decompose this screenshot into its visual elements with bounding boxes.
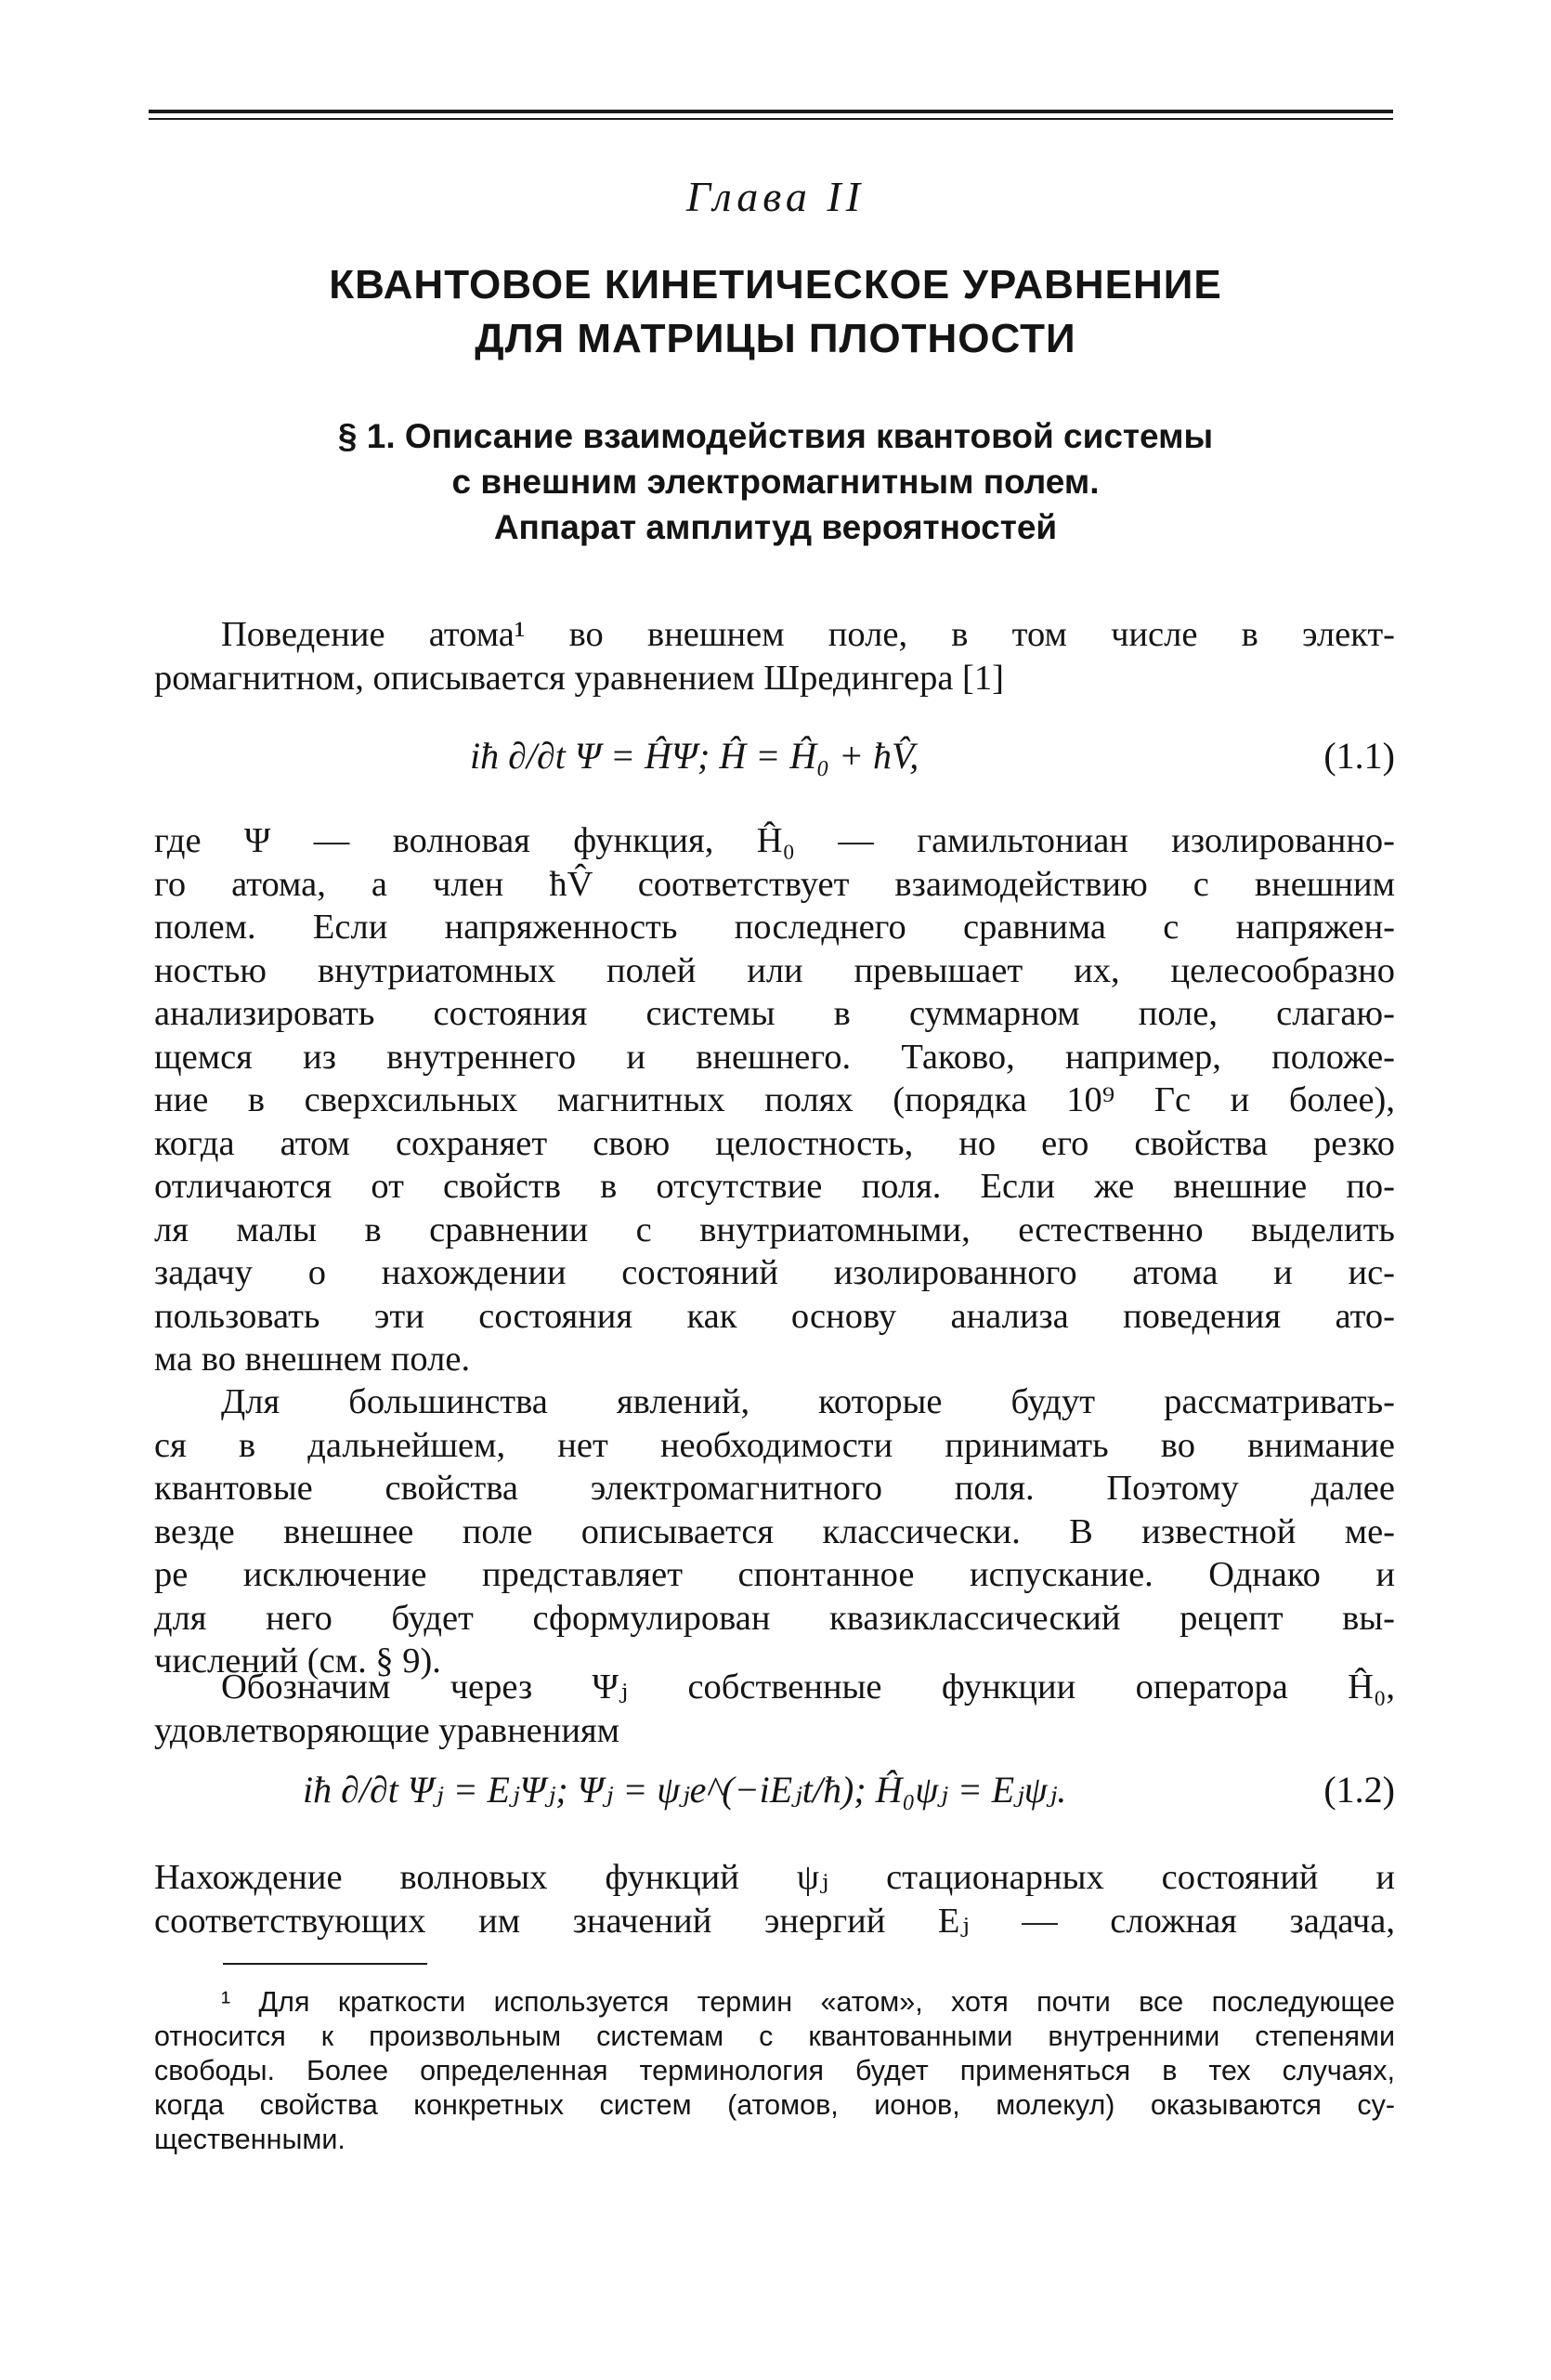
text-line: щемся из внутреннего и внешнего. Таково, например, положе-: [154, 1037, 1395, 1077]
text-line: удовлетворяющие уравнениям: [154, 1710, 620, 1750]
equation-1-1: [154, 734, 1395, 790]
text-line: для него будет сформулирован квазиклассический рецепт вы-: [154, 1598, 1395, 1638]
equation-expression: iħ ∂/∂t Ψⱼ = EⱼΨⱼ; Ψⱼ = ψⱼe^(−iEⱼt/ħ); Ĥ₀ψⱼ = Eⱼψⱼ.: [303, 1769, 1067, 1811]
text-line: квантовые свойства электромагнитного поля. Поэтому далее: [154, 1469, 1395, 1508]
footnote-line: щественными.: [154, 2124, 345, 2155]
equation-1-2: [154, 1768, 1395, 1824]
chapter-label: Глава II: [685, 173, 866, 220]
top-double-rule: [149, 110, 1393, 123]
equation-expression: iħ ∂/∂t Ψ = ĤΨ; Ĥ = Ĥ₀ + ħV̂,: [470, 735, 919, 777]
section-title: [0, 413, 1551, 550]
text-line: Нахождение волновых функций ψⱼ стационарных состояний и: [154, 1858, 1395, 1897]
section-title-line-1: § 1. Описание взаимодействия квантовой системы: [337, 417, 1214, 455]
text-line: когда атом сохраняет свою целостность, но его свойства резко: [154, 1123, 1395, 1163]
chapter-title-line-2: ДЛЯ МАТРИЦЫ ПЛОТНОСТИ: [475, 316, 1076, 361]
text-line: ре исключение представляет спонтанное испускание. Однако и: [154, 1555, 1395, 1594]
section-title-line-3: Аппарат амплитуд вероятностей: [493, 508, 1058, 546]
text-line: ние в сверхсильных магнитных полях (порядка 10⁹ Гс и более),: [154, 1080, 1395, 1119]
footnote-line: относится к произвольным системам с квантованными внутренними степенями: [154, 2020, 1395, 2052]
text-line: го атома, а член ħV̂ соответствует взаимодействию с внешним: [154, 864, 1395, 904]
text-line: анализировать состояния системы в суммарном поле, слагаю-: [154, 994, 1395, 1033]
top-rule-thin: [149, 118, 1393, 120]
footnote-line: ¹ Для краткости используется термин «атом», хотя почти все последующее: [221, 1986, 1395, 2018]
text-line: пользовать эти состояния как основу анализа поведения ато-: [154, 1296, 1395, 1336]
paragraph-2: [154, 819, 1395, 1381]
footnote: [154, 1985, 1395, 2157]
text-line: отличаются от свойств в отсутствие поля. Если же внешние по-: [154, 1167, 1395, 1206]
top-rule-thick: [149, 110, 1393, 113]
text-line: задачу о нахождении состояний изолированного атома и ис-: [154, 1253, 1395, 1292]
equation-number: (1.1): [1323, 735, 1395, 777]
text-line: полем. Если напряженность последнего сравнима с напряжен-: [154, 908, 1395, 947]
equation-number: (1.2): [1323, 1769, 1395, 1811]
text-line: числений (см. § 9).: [154, 1641, 441, 1680]
chapter-title: [0, 258, 1551, 366]
paragraph-3: [154, 1380, 1395, 1683]
text-line: соответствующих им значений энергий Eⱼ — сложная задача,: [154, 1901, 1395, 1941]
paragraph-4: [154, 1666, 1395, 1752]
paragraph-5: [154, 1856, 1395, 1942]
text-line: Обозначим через Ψⱼ собственные функции оператора Ĥ₀,: [221, 1667, 1395, 1707]
text-line: везде внешнее поле описывается классически. В известной ме-: [154, 1511, 1395, 1551]
text-line: ромагнитном, описывается уравнением Шредингера [1]: [154, 658, 1004, 698]
footnote-rule: [223, 1963, 427, 1965]
paragraph-1: [154, 613, 1395, 700]
text-line: где Ψ — волновая функция, Ĥ₀ — гамильтониан изолированно-: [154, 821, 1395, 860]
text-line: ма во внешнем поле.: [154, 1340, 471, 1379]
text-line: Поведение атома¹ во внешнем поле, в том числе в элект-: [221, 615, 1395, 654]
text-line: ля малы в сравнении с внутриатомными, естественно выделить: [154, 1210, 1395, 1249]
text-line: ностью внутриатомных полей или превышает их, целесообразно: [154, 950, 1395, 990]
text-line: Для большинства явлений, которые будут рассматривать-: [221, 1382, 1395, 1421]
chapter-title-line-1: КВАНТОВОЕ КИНЕТИЧЕСКОЕ УРАВНЕНИЕ: [329, 262, 1222, 307]
text-line: ся в дальнейшем, нет необходимости принимать во внимание: [154, 1425, 1395, 1465]
footnote-line: когда свойства конкретных систем (атомов, ионов, молекул) оказываются су-: [154, 2089, 1395, 2121]
section-title-line-2: с внешним электромагнитным полем.: [451, 463, 1100, 501]
footnote-line: свободы. Более определенная терминология будет применяться в тех случаях,: [154, 2055, 1395, 2086]
